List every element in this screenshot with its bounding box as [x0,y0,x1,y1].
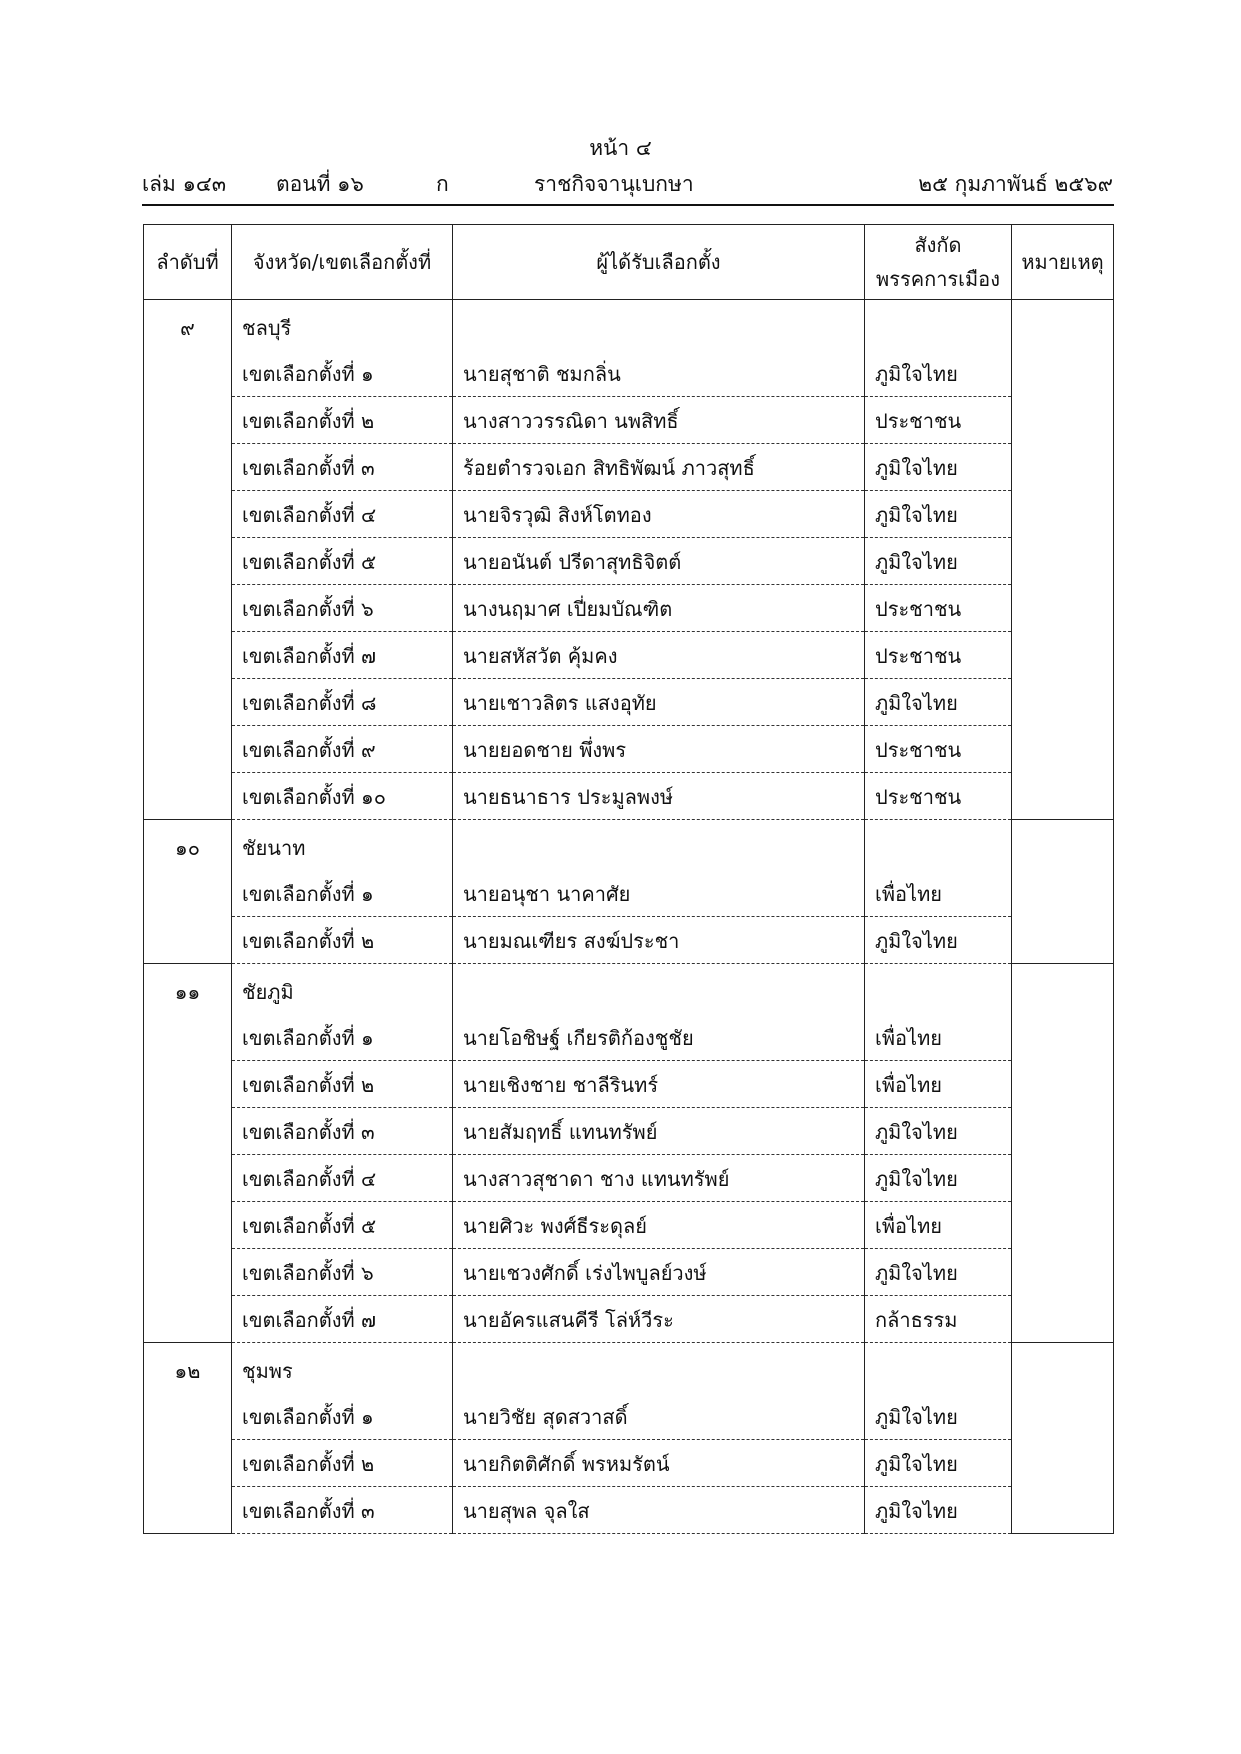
district-label-text: เขตเลือกตั้งที่ ๗ [242,644,377,668]
remarks-cell [1012,726,1114,773]
table-header-row [144,225,1114,300]
section-letter: ก [436,172,449,196]
party-name [865,870,1012,917]
order-cell-empty [144,1061,232,1108]
district-label-text: เขตเลือกตั้งที่ ๕ [242,1214,377,1238]
province-order-text: ๙ [180,316,195,340]
elected-name [453,632,865,679]
order-cell-empty [144,444,232,491]
province-row [144,820,1114,871]
elected-name [453,1155,865,1202]
district-label-text: เขตเลือกตั้งที่ ๒ [242,1073,375,1097]
empty-cell [453,820,865,871]
party-name-text: เพื่อไทย [875,882,942,906]
province-row [144,300,1114,351]
party-name-text: เพื่อไทย [875,1026,942,1050]
order-cell-empty [144,538,232,585]
elected-name-text: นายยอดชาย พึ่งพร [463,738,627,762]
province-name-text: ชัยภูมิ [242,980,294,1004]
party-name-text: ภูมิใจไทย [875,503,958,527]
district-label-text: เขตเลือกตั้งที่ ๑ [242,1026,374,1050]
elected-name-text: นางนฤมาศ เปี่ยมบัณฑิต [463,597,673,621]
province-name-text: ชัยนาท [242,836,306,860]
province-order [144,1343,232,1394]
elected-name-text: นายวิชัย สุดสวาสดิ์ [463,1405,628,1429]
remarks-cell [1012,1014,1114,1061]
table-row [144,870,1114,917]
elected-name [453,917,865,964]
elected-name-text: นายเชิงชาย ชาลีรินทร์ [463,1073,659,1097]
order-cell-empty [144,1155,232,1202]
elected-name-text: นายเชวงศักดิ์ เร่งไพบูลย์วงษ์ [463,1261,707,1285]
party-name [865,585,1012,632]
district-label-text: เขตเลือกตั้งที่ ๙ [242,738,376,762]
order-cell-empty [144,917,232,964]
elected-name-text: นายจิรวุฒิ สิงห์โตทอง [463,503,652,527]
empty-cell [1012,820,1114,871]
remarks-cell [1012,491,1114,538]
district-label-text: เขตเลือกตั้งที่ ๔ [242,1167,377,1191]
remarks-cell [1012,679,1114,726]
table-row [144,585,1114,632]
party-name [865,632,1012,679]
party-name [865,1108,1012,1155]
table-row [144,773,1114,820]
column-header-elected-person: ผู้ได้รับเลือกตั้ง [453,225,865,300]
order-cell-empty [144,1202,232,1249]
elected-name-text: นายสหัสวัต คุ้มคง [463,644,618,668]
district-label [232,444,453,491]
election-results-table [143,224,1114,1534]
party-name [865,773,1012,820]
elected-name [453,1061,865,1108]
province-row [144,964,1114,1015]
table-row [144,1249,1114,1296]
elected-name-text: นายศิวะ พงศ์ธีระดุลย์ [463,1214,647,1238]
table-row [144,1393,1114,1440]
table-row [144,1108,1114,1155]
publication-date: ๒๕ กุมภาพันธ์ ๒๕๖๙ [918,172,1113,196]
party-name [865,397,1012,444]
gazette-header [142,168,1113,200]
party-name [865,1249,1012,1296]
table-row [144,1440,1114,1487]
elected-name-text: นางสาวสุชาดา ชาง แทนทรัพย์ [463,1167,730,1191]
order-cell-empty [144,1440,232,1487]
elected-name [453,870,865,917]
party-name-text: ภูมิใจไทย [875,550,958,574]
elected-name-text: นายอนุชา นาคาศัย [463,882,631,906]
party-name-text: ภูมิใจไทย [875,362,958,386]
district-label [232,350,453,397]
elected-name [453,491,865,538]
party-name [865,1296,1012,1343]
province-order [144,820,232,871]
column-header-party [865,225,1012,300]
empty-cell [865,1343,1012,1394]
empty-cell [453,964,865,1015]
elected-name [453,538,865,585]
province-name [232,300,453,351]
empty-cell [1012,1343,1114,1394]
remarks-cell [1012,397,1114,444]
table-row [144,917,1114,964]
province-order-text: ๑๐ [175,836,200,860]
order-cell-empty [144,585,232,632]
district-label [232,870,453,917]
district-label-text: เขตเลือกตั้งที่ ๕ [242,550,377,574]
order-cell-empty [144,350,232,397]
column-header-province-district: จังหวัด/เขตเลือกตั้งที่ [232,225,453,300]
party-name [865,444,1012,491]
table-row [144,444,1114,491]
district-label [232,679,453,726]
party-name [865,538,1012,585]
party-name [865,1061,1012,1108]
table-row [144,538,1114,585]
column-header-remarks: หมายเหตุ [1012,225,1114,300]
order-cell-empty [144,1487,232,1534]
district-label [232,397,453,444]
empty-cell [453,300,865,351]
table-row [144,350,1114,397]
party-name-text: ภูมิใจไทย [875,1499,958,1523]
party-name-text: ภูมิใจไทย [875,1405,958,1429]
order-cell-empty [144,1393,232,1440]
empty-cell [865,820,1012,871]
party-name-text: ประชาชน [875,597,962,621]
party-name [865,350,1012,397]
remarks-cell [1012,538,1114,585]
remarks-cell [1012,917,1114,964]
elected-name-text: นายสุชาติ ชมกลิ่น [463,362,621,386]
remarks-cell [1012,585,1114,632]
district-label [232,538,453,585]
elected-name [453,1014,865,1061]
remarks-cell [1012,632,1114,679]
district-label-text: เขตเลือกตั้งที่ ๑ [242,882,374,906]
district-label-text: เขตเลือกตั้งที่ ๒ [242,929,375,953]
party-name-text: ภูมิใจไทย [875,929,958,953]
district-label [232,491,453,538]
remarks-cell [1012,1249,1114,1296]
remarks-cell [1012,1440,1114,1487]
table-row [144,491,1114,538]
elected-name [453,1249,865,1296]
elected-name [453,1202,865,1249]
party-name [865,1440,1012,1487]
district-label [232,1014,453,1061]
column-header-party-line2: พรรคการเมือง [876,267,1000,291]
elected-name-text: นางสาววรรณิดา นพสิทธิ์ [463,409,679,433]
remarks-cell [1012,870,1114,917]
order-cell-empty [144,1296,232,1343]
volume-number: เล่ม ๑๔๓ [142,172,227,196]
party-name-text: ภูมิใจไทย [875,1261,958,1285]
party-name-text: ภูมิใจไทย [875,1120,958,1144]
party-name-text: ภูมิใจไทย [875,1452,958,1476]
table-row [144,632,1114,679]
remarks-cell [1012,1108,1114,1155]
elected-name [453,1296,865,1343]
district-label-text: เขตเลือกตั้งที่ ๑ [242,1405,374,1429]
district-label-text: เขตเลือกตั้งที่ ๘ [242,691,377,715]
district-label [232,1440,453,1487]
party-name [865,1014,1012,1061]
order-cell-empty [144,632,232,679]
elected-name-text: นายโอชิษฐ์ เกียรติก้องชูชัย [463,1026,694,1050]
district-label [232,726,453,773]
district-label [232,632,453,679]
party-name [865,917,1012,964]
district-label [232,1296,453,1343]
table-row [144,1487,1114,1534]
empty-cell [453,1343,865,1394]
party-name [865,1202,1012,1249]
elected-name [453,350,865,397]
order-cell-empty [144,1014,232,1061]
party-name-text: เพื่อไทย [875,1073,942,1097]
remarks-cell [1012,1061,1114,1108]
header-divider [142,204,1114,206]
order-cell-empty [144,1249,232,1296]
province-order [144,300,232,351]
province-order-text: ๑๑ [174,980,201,1004]
elected-name [453,444,865,491]
province-name [232,820,453,871]
remarks-cell [1012,1487,1114,1534]
party-name [865,1393,1012,1440]
district-label [232,585,453,632]
empty-cell [865,300,1012,351]
order-cell-empty [144,773,232,820]
district-label-text: เขตเลือกตั้งที่ ๖ [242,597,374,621]
district-label [232,1393,453,1440]
district-label-text: เขตเลือกตั้งที่ ๖ [242,1261,374,1285]
remarks-cell [1012,1202,1114,1249]
elected-name [453,1487,865,1534]
party-name-text: ประชาชน [875,738,962,762]
elected-name [453,679,865,726]
district-label [232,917,453,964]
elected-name [453,773,865,820]
table-row [144,679,1114,726]
table-body [144,300,1114,1534]
elected-name-text: นายเชาวลิตร แสงอุทัย [463,691,657,715]
order-cell-empty [144,1108,232,1155]
order-cell-empty [144,679,232,726]
elected-name [453,1393,865,1440]
party-name-text: ภูมิใจไทย [875,456,958,480]
province-name [232,1343,453,1394]
province-name-text: ชลบุรี [242,316,292,340]
district-label-text: เขตเลือกตั้งที่ ๓ [242,456,375,480]
province-order-text: ๑๒ [174,1359,201,1383]
empty-cell [1012,964,1114,1015]
column-header-order: ลำดับที่ [144,225,232,300]
elected-name-text: นายมณเฑียร สงฆ์ประชา [463,929,680,953]
party-name-text: ประชาชน [875,644,962,668]
elected-name-text: นายอัครแสนคีรี โล่ห์วีระ [463,1308,674,1332]
province-name [232,964,453,1015]
elected-name-text: นายสัมฤทธิ์ แทนทรัพย์ [463,1120,658,1144]
table-row [144,726,1114,773]
elected-name-text: นายอนันต์ ปรีดาสุทธิจิตต์ [463,550,682,574]
province-name-text: ชุมพร [242,1359,293,1383]
order-cell-empty [144,397,232,444]
remarks-cell [1012,773,1114,820]
district-label-text: เขตเลือกตั้งที่ ๔ [242,503,377,527]
party-name-text: ประชาชน [875,785,962,809]
province-order [144,964,232,1015]
table-row [144,1155,1114,1202]
table-row [144,1061,1114,1108]
remarks-cell [1012,444,1114,491]
party-name-text: เพื่อไทย [875,1214,942,1238]
table-row [144,1296,1114,1343]
district-label [232,1155,453,1202]
table-row [144,1014,1114,1061]
elected-name-text: นายสุพล จุลใส [463,1499,590,1523]
district-label-text: เขตเลือกตั้งที่ ๓ [242,1120,375,1144]
issue-number: ตอนที่ ๑๖ [276,172,364,196]
remarks-cell [1012,1296,1114,1343]
district-label-text: เขตเลือกตั้งที่ ๓ [242,1499,375,1523]
elected-name-text: นายธนาธาร ประมูลพงษ์ [463,785,674,809]
elected-name [453,1108,865,1155]
elected-name [453,1440,865,1487]
column-header-party-line1: สังกัด [914,233,962,257]
remarks-cell [1012,350,1114,397]
district-label-text: เขตเลือกตั้งที่ ๗ [242,1308,377,1332]
party-name [865,491,1012,538]
order-cell-empty [144,726,232,773]
gazette-title: ราชกิจจานุเบกษา [534,172,694,196]
district-label [232,1202,453,1249]
remarks-cell [1012,1393,1114,1440]
remarks-cell [1012,1155,1114,1202]
party-name-text: กล้าธรรม [875,1308,958,1332]
party-name [865,726,1012,773]
order-cell-empty [144,491,232,538]
page-number: หน้า ๔ [589,136,652,160]
table-row [144,397,1114,444]
district-label [232,1487,453,1534]
district-label [232,773,453,820]
province-row [144,1343,1114,1394]
party-name-text: ภูมิใจไทย [875,1167,958,1191]
district-label [232,1108,453,1155]
elected-name [453,585,865,632]
district-label-text: เขตเลือกตั้งที่ ๒ [242,1452,375,1476]
empty-cell [1012,300,1114,351]
order-cell-empty [144,870,232,917]
district-label [232,1061,453,1108]
party-name [865,1487,1012,1534]
district-label [232,1249,453,1296]
district-label-text: เขตเลือกตั้งที่ ๑๐ [242,785,386,809]
elected-name-text: นายกิตติศักดิ์ พรหมรัตน์ [463,1452,670,1476]
party-name [865,679,1012,726]
elected-name [453,397,865,444]
elected-name [453,726,865,773]
elected-name-text: ร้อยตำรวจเอก สิทธิพัฒน์ ภาวสุทธิ์ [463,456,755,480]
party-name-text: ภูมิใจไทย [875,691,958,715]
party-name [865,1155,1012,1202]
table-row [144,1202,1114,1249]
empty-cell [865,964,1012,1015]
district-label-text: เขตเลือกตั้งที่ ๑ [242,362,374,386]
party-name-text: ประชาชน [875,409,962,433]
district-label-text: เขตเลือกตั้งที่ ๒ [242,409,375,433]
